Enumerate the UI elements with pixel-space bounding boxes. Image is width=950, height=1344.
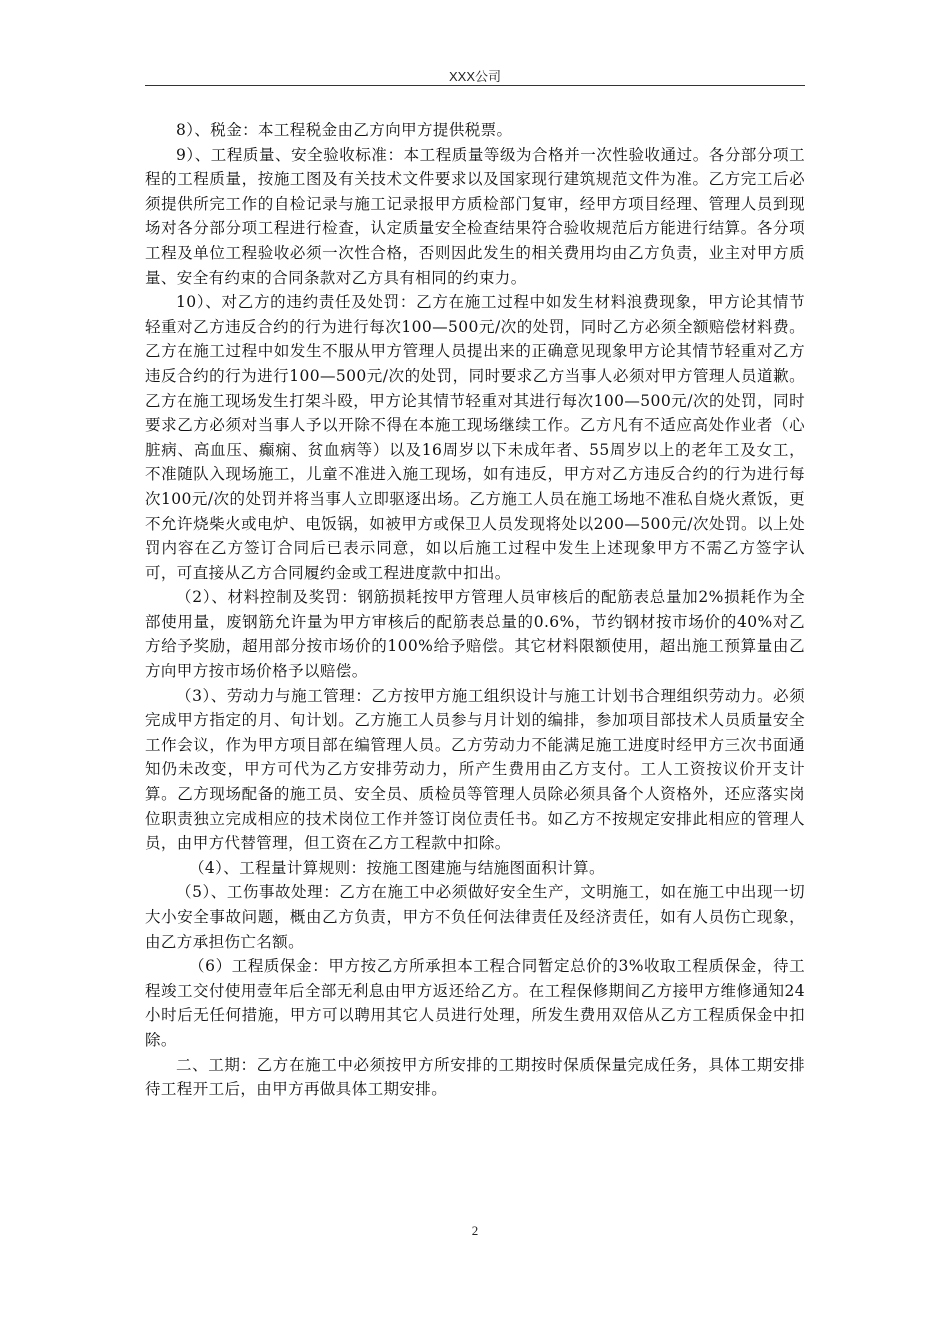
- paragraph-material-control: （2）、材料控制及奖罚：钢筋损耗按甲方管理人员审核后的配筋表总量加2%损耗作为全部使用量，废钢筋允许量为甲方审核后的配筋表总量的0.6%，节约钢材按市场价的40%对乙方给予奖励，超用部分按市场价的100%给予赔偿。其它材料限额使用，超出施工预算量由乙方向甲方按市场价格予以赔偿。: [145, 588, 805, 681]
- page-header: XXX公司: [448, 69, 501, 84]
- paragraph-accident-handling: （5）、工伤事故处理：乙方在施工中必须做好安全生产，文明施工，如在施工中出现一切大小安全事故问题，概由乙方负责，甲方不负任何法律责任及经济责任，如有人员伤亡现象，由乙方承担伤亡名额。: [145, 883, 805, 951]
- paragraph-breach-penalty: 10）、对乙方的违约责任及处罚：乙方在施工过程中如发生材料浪费现象，甲方论其情节轻重对乙方违反合约的行为进行每次100—500元/次的处罚，同时乙方必须全额赔偿材料费。乙方在施工过程中如发生不服从甲方管理人员提出来的正确意见现象甲方论其情节轻重对乙方违反合约的行为进行100—500元/次的处罚，同时要求乙方当事人必须对甲方管理人员道歉。乙方在施工现场发生打架斗殴，甲方论其情节轻重对其进行每次100—500元/次的处罚，同时要求乙方必须对当事人予以开除不得在本施工现场继续工作。乙方凡有不适应高处作业者（心脏病、高血压、癫痫、贫血病等）以及16周岁以下未成年者、55周岁以上的老年工及女工，不准随队入现场施工，儿童不准进入施工现场，如有违反，甲方对乙方违反合约的行为进行每次100元/次的处罚并将当事人立即驱逐出场。乙方施工人员在施工场地不准私自烧火煮饭，更不允许烧柴火或电炉、电饭锅，如被甲方或保卫人员发现将处以200—500元/次处罚。以上处罚内容在乙方签订合同后已表示同意，如以后施工过程中发生上述现象甲方不需乙方签字认可，可直接从乙方合同履约金或工程进度款中扣出。: [145, 293, 805, 582]
- page-number: 2: [471, 1223, 479, 1238]
- paragraph-quantity-rules: （4）、工程量计算规则：按施工图建施与结施图面积计算。: [189, 858, 605, 877]
- document-body: [145, 118, 805, 1102]
- paragraph-quality-standard: 9）、工程质量、安全验收标准：本工程质量等级为合格并一次性验收通过。各分部分项工程的工程质量，按施工图及有关技术文件要求以及国家现行建筑规范文件为准。乙方完工后必须提供所完工作的自检记录与施工记录报甲方质检部门复审，经甲方项目经理、管理人员到现场对各分部分项工程进行检查，认定质量安全检查结果符合验收规范后方能进行结算。各分项工程及单位工程验收必须一次性合格，否则因此发生的相关费用均由乙方负责，业主对甲方质量、安全有约束的合同条款对乙方具有相同的约束力。: [145, 145, 805, 287]
- paragraph-schedule: 二、工期：乙方在施工中必须按甲方所安排的工期按时保质保量完成任务，具体工期安排待工程开工后，由甲方再做具体工期安排。: [145, 1055, 805, 1099]
- header-divider: [145, 85, 805, 86]
- paragraph-labor-management: （3）、劳动力与施工管理：乙方按甲方施工组织设计与施工计划书合理组织劳动力。必须完成甲方指定的月、旬计划。乙方施工人员参与月计划的编排，参加项目部技术人员质量安全工作会议，作为甲方项目部在编管理人员。乙方劳动力不能满足施工进度时经甲方三次书面通知仍未改变，甲方可代为乙方安排劳动力，所产生费用由乙方支付。工人工资按议价开支计算。乙方现场配备的施工员、安全员、质检员等管理人员除必须具备个人资格外，还应落实岗位职责独立完成相应的技术岗位工作并签订岗位责任书。如乙方不按规定安排此相应的管理人员，由甲方代替管理，但工资在乙方工程款中扣除。: [145, 686, 805, 853]
- paragraph-warranty-deposit: （6）工程质保金：甲方按乙方所承担本工程合同暂定总价的3%收取工程质保金，待工程竣工交付使用壹年后全部无利息由甲方返还给乙方。在工程保修期间乙方接甲方维修通知24小时后无任何措施，甲方可以聘用其它人员进行处理，所发生费用双倍从乙方工程质保金中扣除。: [145, 957, 805, 1049]
- paragraph-tax: 8）、税金：本工程税金由乙方向甲方提供税票。: [176, 121, 513, 139]
